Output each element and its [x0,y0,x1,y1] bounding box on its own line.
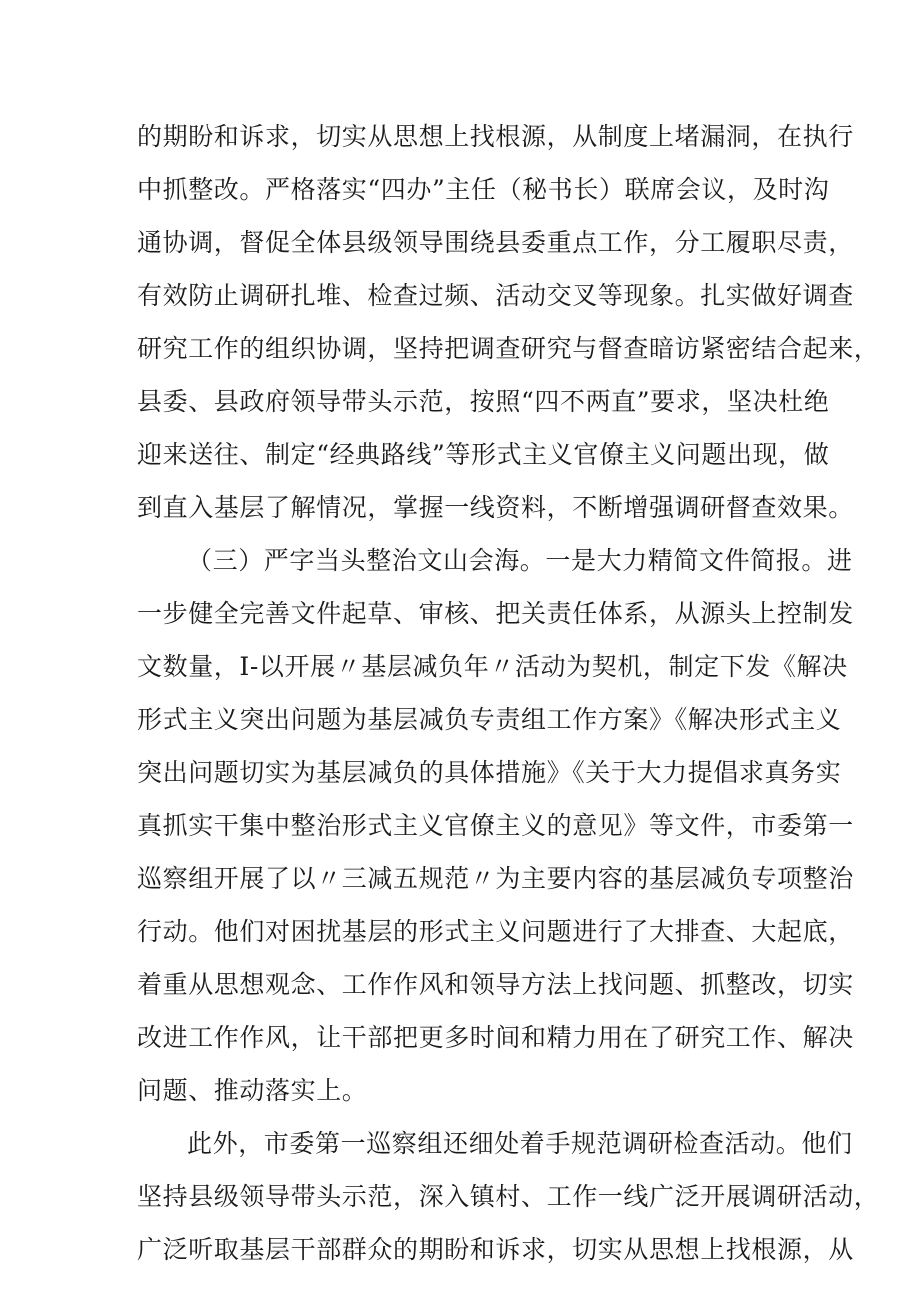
body-text-line: 真抓实干集中整治形式主义官僚主义的意见》等文件，市委第一 [137,811,854,840]
body-text-line: 广泛听取基层干部群众的期盼和诉求，切实从思想上找根源，从 [137,1235,854,1264]
body-text-line: 巡察组开展了以〃三减五规范〃为主要内容的基层减负专项整治 [137,864,854,893]
body-text-line: 问题、推动落实上。 [137,1076,368,1105]
body-text-line: 通协调，督促全体县级领导围绕县委重点工作，分工履职尽责， [137,228,854,257]
body-text-line: 迎来送往、制定“经典路线”等形式主义官僚主义问题出现，做 [137,440,830,469]
body-text-line: 有效防止调研扎堆、检查过频、活动交叉等现象。扎实做好调查 [137,281,854,310]
body-text-line: 突出问题切实为基层减负的具体措施》《关于大力提倡求真务实 [137,758,842,787]
body-text-line: 的期盼和诉求，切实从思想上找根源，从制度上堵漏洞，在执行 [137,122,854,151]
body-text-line: 一步健全完善文件起草、审核、把关责任体系，从源头上控制发 [137,599,854,628]
body-text-line: 研究工作的组织协调，坚持把调查研究与督查暗访紧密结合起来， [137,334,880,363]
body-text-line: 中抓整改。严格落实“四办”主任（秘书长）联席会议，及时沟 [137,175,830,204]
body-text-line: 形式主义突出问题为基层减负专责组工作方案》《解决形式主义 [137,705,842,734]
body-text-line: 到直入基层了解情况，掌握一线资料，不断增强调研督查效果。 [137,493,854,522]
body-text-line: 改进工作作风，让干部把更多时间和精力用在了研究工作、解决 [137,1023,854,1052]
body-text-line: 坚持县级领导带头示范，深入镇村、工作一线广泛开展调研活动， [137,1182,880,1211]
body-text-line: 着重从思想观念、工作作风和领导方法上找问题、抓整改，切实 [137,970,854,999]
body-text-line: 县委、县政府领导带头示范，按照“四不两直”要求，坚决杜绝 [137,387,830,416]
body-text-line: 文数量，I-以开展〃基层减负年〃活动为契机，制定下发《解决 [137,652,848,681]
section-heading-line: （三）严字当头整治文山会海。一是大力精简文件简报。进 [187,546,853,575]
paragraph-start-line: 此外，市委第一巡察组还细处着手规范调研检查活动。他们 [187,1129,853,1158]
body-text-line: 行动。他们对困扰基层的形式主义问题进行了大排查、大起底， [137,917,854,946]
